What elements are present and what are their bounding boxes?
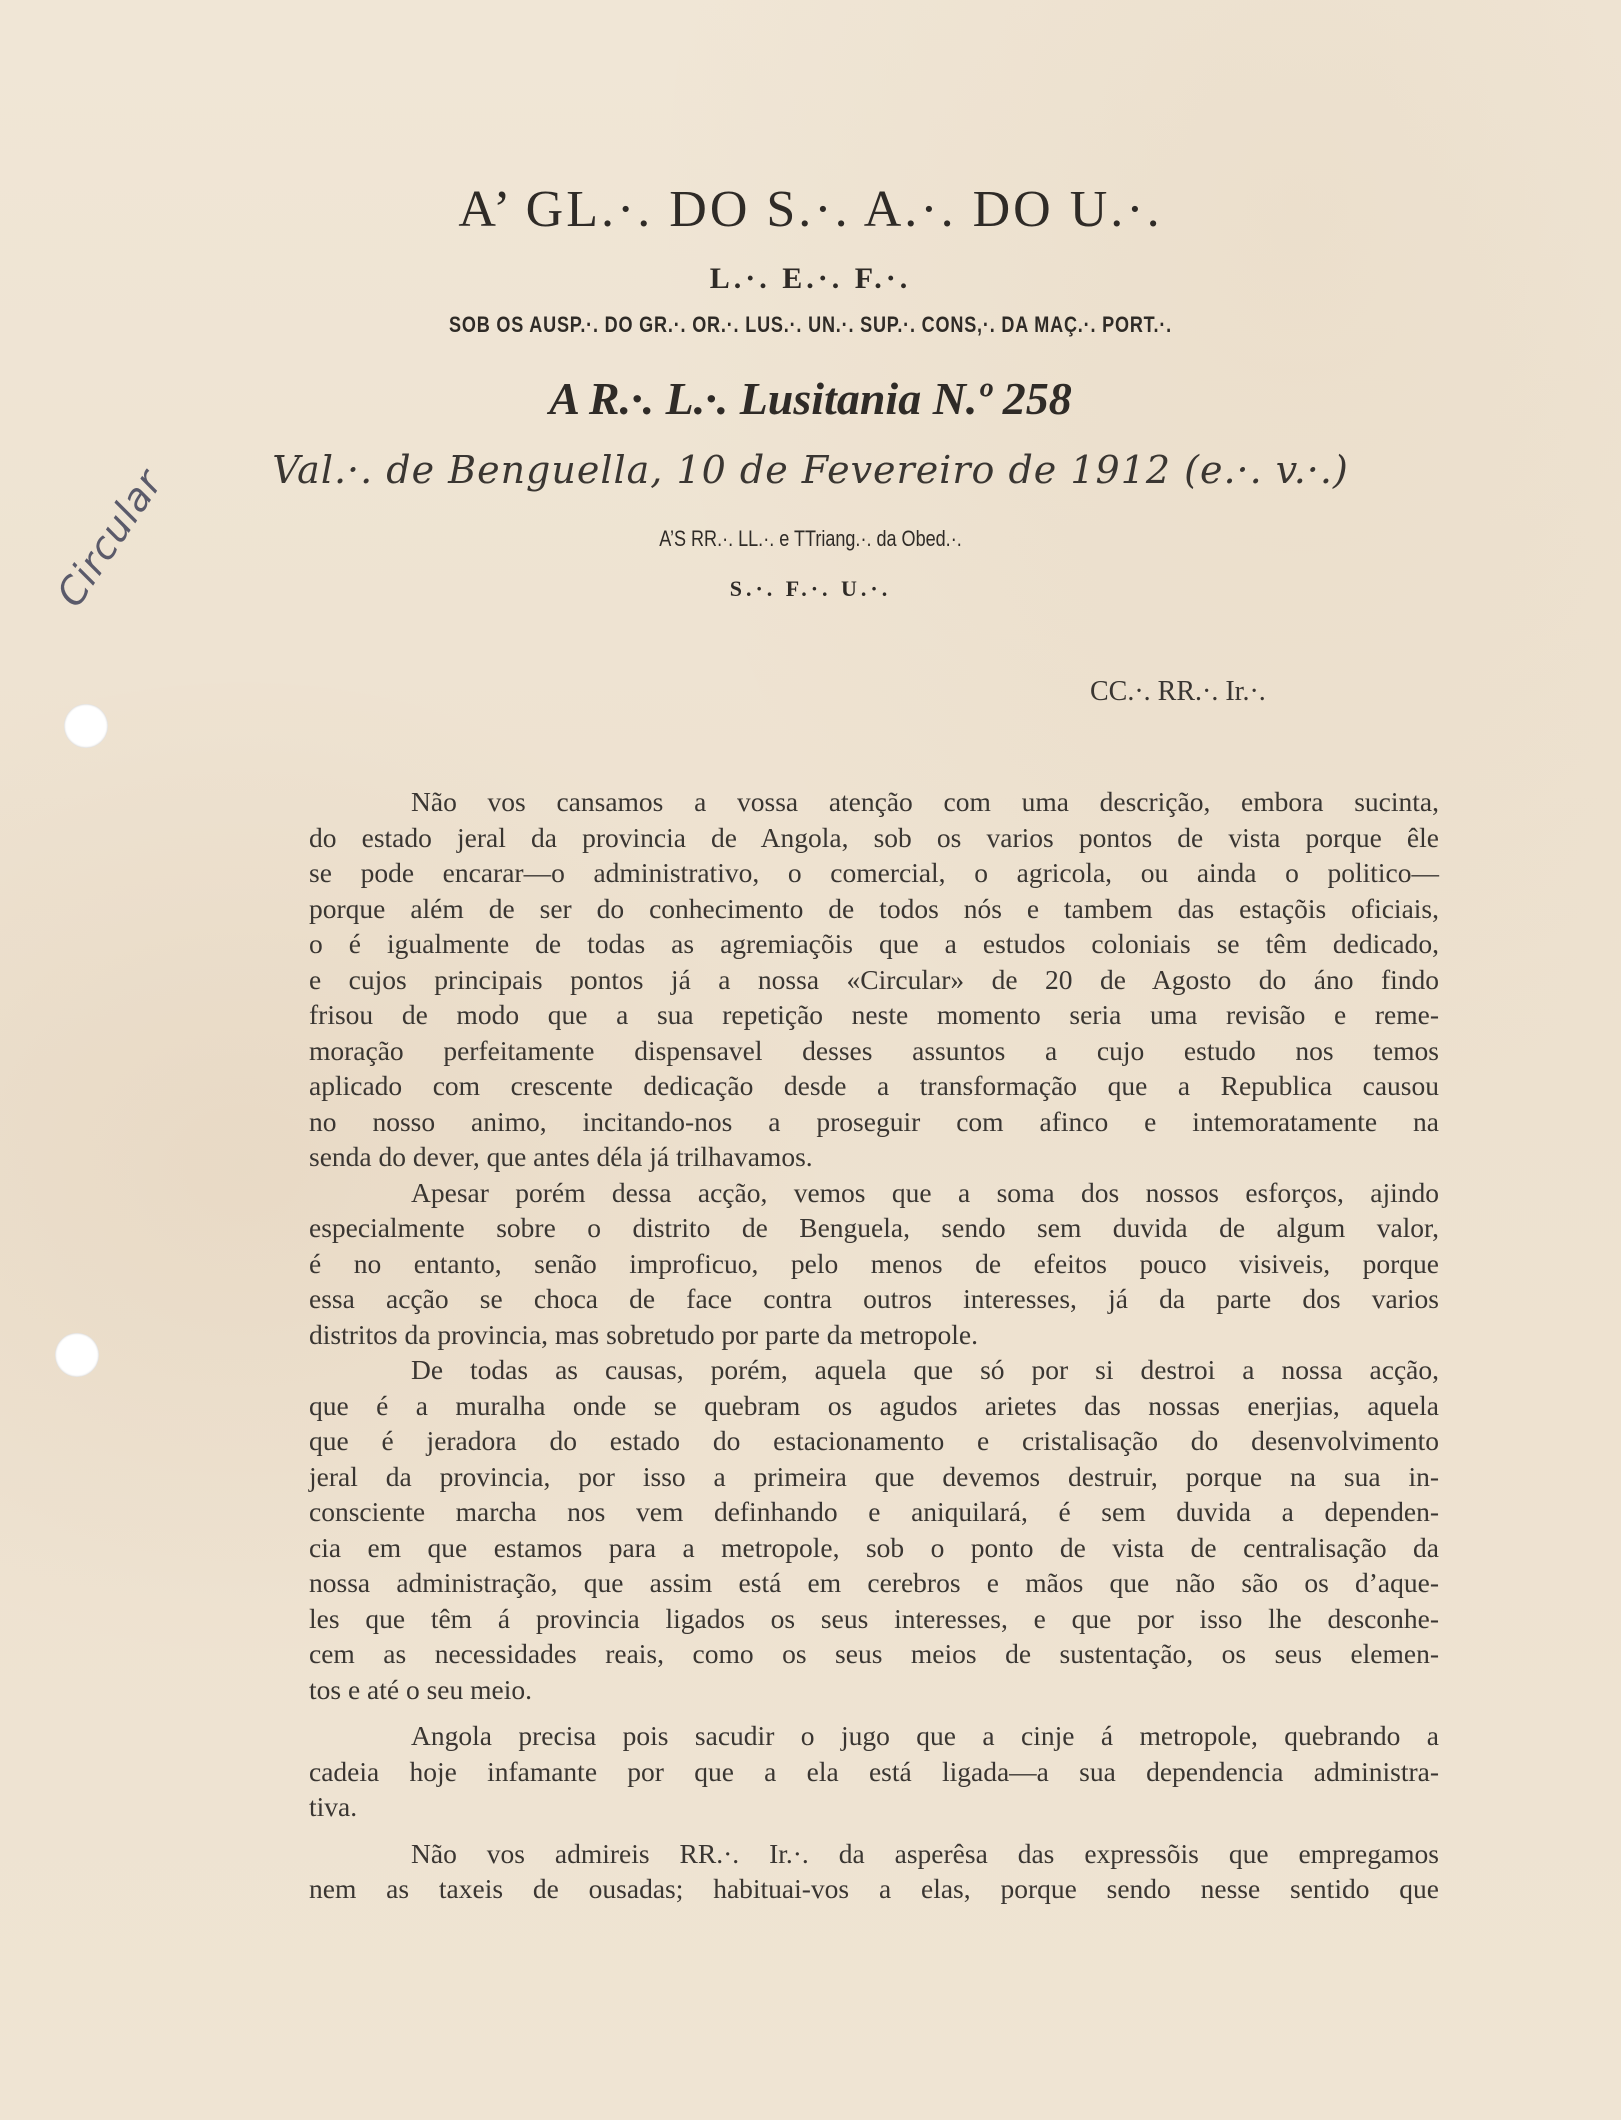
body-line: porque além de ser do conhecimento de todos nós e tambem das estaçõis oficiais, (309, 892, 1439, 924)
body-line: cadeia hoje infamante por que a ela está ligada—a sua dependencia administra- (309, 1755, 1439, 1787)
body-line: Apesar porém dessa acção, vemos que a soma dos nossos esforços, ajindo (411, 1176, 1439, 1208)
punch-hole (64, 704, 108, 748)
sfu-greeting: S.·. F.·. U.·. (729, 576, 892, 601)
body-line: cia em que estamos para a metropole, sob o ponto de vista de centralisação da (309, 1531, 1439, 1563)
body-line: do estado jeral da provincia de Angola, sob os varios pontos de vista porque êle (309, 821, 1439, 853)
body-line: é no entanto, senão improficuo, pelo menos de efeitos pouco visiveis, porque (309, 1247, 1439, 1279)
body-line: que é jeradora do estado do estacionamento e cristalisação do desenvolvimento (309, 1425, 1439, 1456)
letter-body (309, 784, 1439, 1907)
body-line: Não vos admireis RR.·. Ir.·. da asperêsa das expressõis que empregamos (411, 1837, 1439, 1869)
body-line: senda do dever, que antes déla já trilhavamos. (309, 1141, 813, 1172)
body-line: les que têm á provincia ligados os seus interesses, e que por isso lhe desconhe- (309, 1602, 1439, 1634)
recipients-line: A’S RR.·. LL.·. e TTriang.·. da Obed.·. (659, 526, 962, 551)
body-paragraph (309, 784, 1439, 1175)
body-line: o é igualmente de todas as agremiaçõis que a estudos coloniais se têm dedicado, (309, 928, 1439, 959)
body-line: distritos da provincia, mas sobretudo por parte da metropole. (309, 1318, 978, 1350)
body-line: tiva. (309, 1791, 358, 1822)
body-line: se pode encarar—o administrativo, o comercial, o agricola, ou ainda o politico— (309, 857, 1439, 888)
body-line: moração perfeitamente dispensavel desses assuntos a cujo estudo nos temos (309, 1034, 1439, 1066)
lodge-name: A R.·. L.·. Lusitania N.º 258 (549, 373, 1072, 424)
letterhead-auspices: SOB OS AUSP.·. DO GR.·. OR.·. LUS.·. UN.·. SUP.·. CONS,·. DA MAÇ.·. PORT.·. (448, 312, 1173, 337)
body-line: nem as taxeis de ousadas; habituai-vos a elas, porque sendo nesse sentido que (309, 1873, 1439, 1904)
letterhead-rite: L.·. E.·. F.·. (709, 262, 912, 295)
body-line: que é a muralha onde se quebram os agudos arietes das nossas enerjias, aquela (309, 1389, 1439, 1421)
body-paragraph (309, 1718, 1439, 1825)
body-paragraph (309, 1175, 1439, 1353)
salutation: CC.·. RR.·. Ir.·. (1090, 676, 1266, 707)
body-line: cem as necessidades reais, como os seus meios de sustentação, os seus elemen- (309, 1638, 1439, 1669)
body-line: consciente marcha nos vem definhando e aniquilará, é sem duvida a dependen- (309, 1496, 1439, 1527)
body-line: nossa administração, que assim está em cerebros e mãos que não são os d’aque- (309, 1567, 1439, 1598)
body-line: Não vos cansamos a vossa atenção com uma descrição, embora sucinta, (411, 786, 1439, 817)
body-line: aplicado com crescente dedicação desde a transformação que a Republica causou (309, 1070, 1439, 1101)
body-line: jeral da provincia, por isso a primeira que devemos destruir, porque na sua in- (309, 1460, 1439, 1492)
body-line: De todas as causas, porém, aquela que só por si destroi a nossa acção, (411, 1354, 1439, 1385)
body-line: frisou de modo que a sua repetição neste momento seria uma revisão e reme- (309, 999, 1439, 1030)
circular-stamp: Circular (48, 461, 172, 615)
body-paragraph (309, 1836, 1439, 1907)
body-line: tos e até o seu meio. (309, 1673, 532, 1705)
body-line: e cujos principais pontos já a nossa «Circular» de 20 de Agosto do áno findo (309, 963, 1439, 995)
place-and-date: Val.·. de Benguella, 10 de Fevereiro de 1912 (e.·. v.·.) (272, 448, 1349, 492)
body-line: Angola precisa pois sacudir o jugo que a cinje á metropole, quebrando a (411, 1720, 1439, 1751)
body-line: especialmente sobre o distrito de Benguela, sendo sem duvida de algum valor, (309, 1212, 1439, 1243)
letterhead-title: A’ GL.·. DO S.·. A.·. DO U.·. (458, 181, 1163, 238)
body-paragraph (309, 1352, 1439, 1707)
body-line: no nosso animo, incitando-nos a proseguir com afinco e intemoratamente na (309, 1105, 1439, 1137)
body-line: essa acção se choca de face contra outros interesses, já da parte dos varios (309, 1283, 1439, 1314)
punch-hole (55, 1333, 99, 1377)
